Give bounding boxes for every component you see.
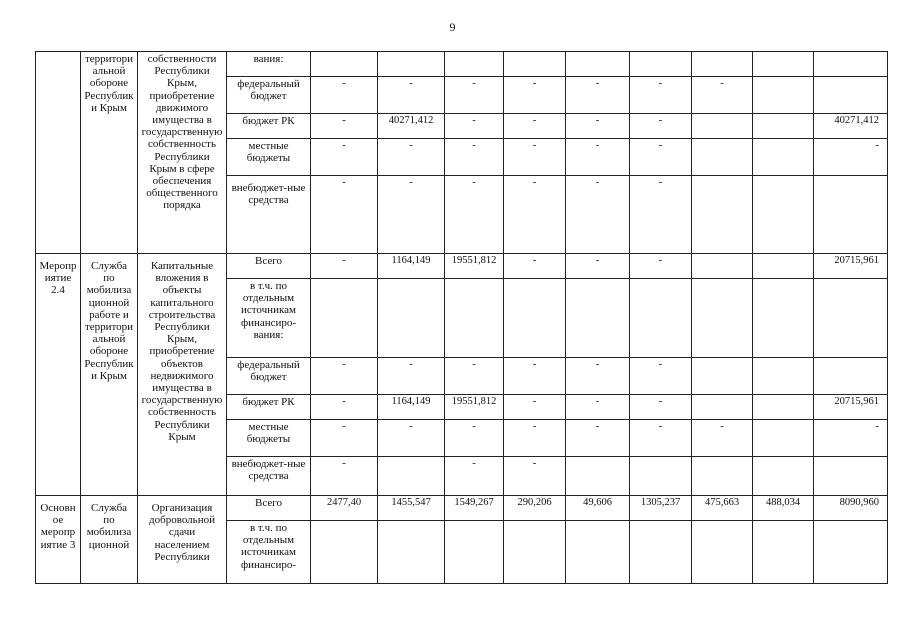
value-cell: 475,663 [692,496,753,521]
value-cell [566,279,630,358]
value-cell [378,52,445,77]
value-cell: - [566,114,630,139]
value-cell [753,52,814,77]
value-cell: - [311,176,378,254]
value-cell [692,279,753,358]
value-cell [378,521,445,584]
value-cell: - [311,254,378,279]
value-cell: - [378,176,445,254]
value-cell [378,279,445,358]
value-cell: - [378,420,445,457]
value-cell [311,521,378,584]
value-cell: - [504,420,566,457]
value-cell [692,457,753,496]
activity-number-cell: Мероприятие 2.4 [36,254,81,496]
funding-source-cell: в т.ч. по отдельным источникам финансиро-вания: [227,279,311,358]
value-cell: - [566,77,630,114]
activity-number-cell: Основное мероприятие 3 [36,496,81,584]
value-cell: - [378,139,445,176]
value-cell: - [311,457,378,496]
value-cell: 40271,412 [378,114,445,139]
total-value-cell [814,521,888,584]
value-cell [753,77,814,114]
value-cell [630,52,692,77]
value-cell [753,254,814,279]
value-cell: - [378,358,445,395]
value-cell [445,52,504,77]
value-cell: - [566,139,630,176]
value-cell: - [692,420,753,457]
funding-source-cell: бюджет РК [227,395,311,420]
value-cell [445,279,504,358]
value-cell [692,139,753,176]
funding-source-cell: в т.ч. по отдельным источникам финансиро- [227,521,311,584]
total-value-cell: - [814,139,888,176]
table-row [36,254,888,279]
value-cell: - [566,358,630,395]
activity-name-cell: собственности Республики Крым, приобретение движимого имущества в государственную собственность Республики Крым в сфере обеспечения общественного порядка [138,52,227,254]
value-cell: - [630,77,692,114]
value-cell [753,457,814,496]
funding-source-cell: внебюджет-ные средства [227,457,311,496]
value-cell: - [445,114,504,139]
value-cell: 19551,812 [445,254,504,279]
value-cell: 290,206 [504,496,566,521]
value-cell [692,358,753,395]
value-cell: - [692,77,753,114]
executor-cell: Служба по мобилизационной [81,496,138,584]
total-value-cell: 8090,960 [814,496,888,521]
value-cell: - [630,358,692,395]
executor-cell: Служба по мобилизационной работе и территориальной обороне Республики Крым [81,254,138,496]
value-cell: - [504,254,566,279]
value-cell [753,420,814,457]
value-cell: 1164,149 [378,254,445,279]
table-row [36,496,888,521]
value-cell: 1549,267 [445,496,504,521]
value-cell: - [445,176,504,254]
value-cell: - [630,420,692,457]
value-cell: 49,606 [566,496,630,521]
value-cell: - [445,77,504,114]
value-cell: 19551,812 [445,395,504,420]
total-value-cell: 40271,412 [814,114,888,139]
value-cell: - [311,139,378,176]
value-cell: 1455,547 [378,496,445,521]
value-cell: - [504,358,566,395]
funding-source-cell: внебюджет-ные средства [227,176,311,254]
value-cell: - [445,358,504,395]
value-cell: - [566,254,630,279]
total-value-cell: 20715,961 [814,395,888,420]
value-cell: - [566,420,630,457]
value-cell [753,279,814,358]
value-cell [753,114,814,139]
budget-table [35,51,888,584]
value-cell [566,457,630,496]
value-cell [504,521,566,584]
total-value-cell [814,52,888,77]
value-cell: - [504,395,566,420]
value-cell [630,457,692,496]
table-row [36,52,888,77]
value-cell: - [311,358,378,395]
value-cell [692,254,753,279]
funding-source-cell: Всего [227,496,311,521]
value-cell: - [630,254,692,279]
value-cell [753,176,814,254]
value-cell [753,521,814,584]
value-cell: - [378,77,445,114]
value-cell [378,457,445,496]
value-cell: - [566,176,630,254]
value-cell [311,52,378,77]
value-cell: - [311,420,378,457]
funding-source-cell: местные бюджеты [227,420,311,457]
value-cell: - [630,176,692,254]
value-cell [504,52,566,77]
funding-source-cell: бюджет РК [227,114,311,139]
total-value-cell [814,77,888,114]
value-cell [692,114,753,139]
value-cell: 1164,149 [378,395,445,420]
value-cell [445,521,504,584]
funding-source-cell: вания: [227,52,311,77]
total-value-cell: - [814,420,888,457]
total-value-cell: 20715,961 [814,254,888,279]
executor-cell: территориальной обороне Республики Крым [81,52,138,254]
value-cell: - [630,395,692,420]
total-value-cell [814,457,888,496]
value-cell: - [504,176,566,254]
activity-number-cell [36,52,81,254]
value-cell [311,279,378,358]
value-cell: - [445,139,504,176]
value-cell: - [630,114,692,139]
total-value-cell [814,176,888,254]
value-cell: - [445,457,504,496]
value-cell [630,279,692,358]
value-cell [566,521,630,584]
value-cell [692,52,753,77]
value-cell: - [630,139,692,176]
value-cell: - [504,114,566,139]
funding-source-cell: федеральный бюджет [227,77,311,114]
value-cell: - [311,114,378,139]
value-cell [753,139,814,176]
value-cell [692,395,753,420]
value-cell: 2477,40 [311,496,378,521]
value-cell [692,176,753,254]
value-cell: - [566,395,630,420]
value-cell: - [504,77,566,114]
value-cell: - [445,420,504,457]
activity-name-cell: Капитальные вложения в объекты капитального строительства Республики Крым, приобретение объектов недвижимого имущества в государственную собственность Республики Крым [138,254,227,496]
funding-source-cell: федеральный бюджет [227,358,311,395]
value-cell [692,521,753,584]
value-cell [504,279,566,358]
total-value-cell [814,279,888,358]
value-cell: 488,034 [753,496,814,521]
value-cell: 1305,237 [630,496,692,521]
value-cell: - [311,77,378,114]
funding-source-cell: местные бюджеты [227,139,311,176]
total-value-cell [814,358,888,395]
page-number: 9 [449,20,456,34]
value-cell [753,395,814,420]
value-cell: - [504,139,566,176]
value-cell [630,521,692,584]
value-cell: - [504,457,566,496]
value-cell [753,358,814,395]
funding-source-cell: Всего [227,254,311,279]
value-cell [566,52,630,77]
activity-name-cell: Организация добровольной сдачи населением Республики [138,496,227,584]
value-cell: - [311,395,378,420]
